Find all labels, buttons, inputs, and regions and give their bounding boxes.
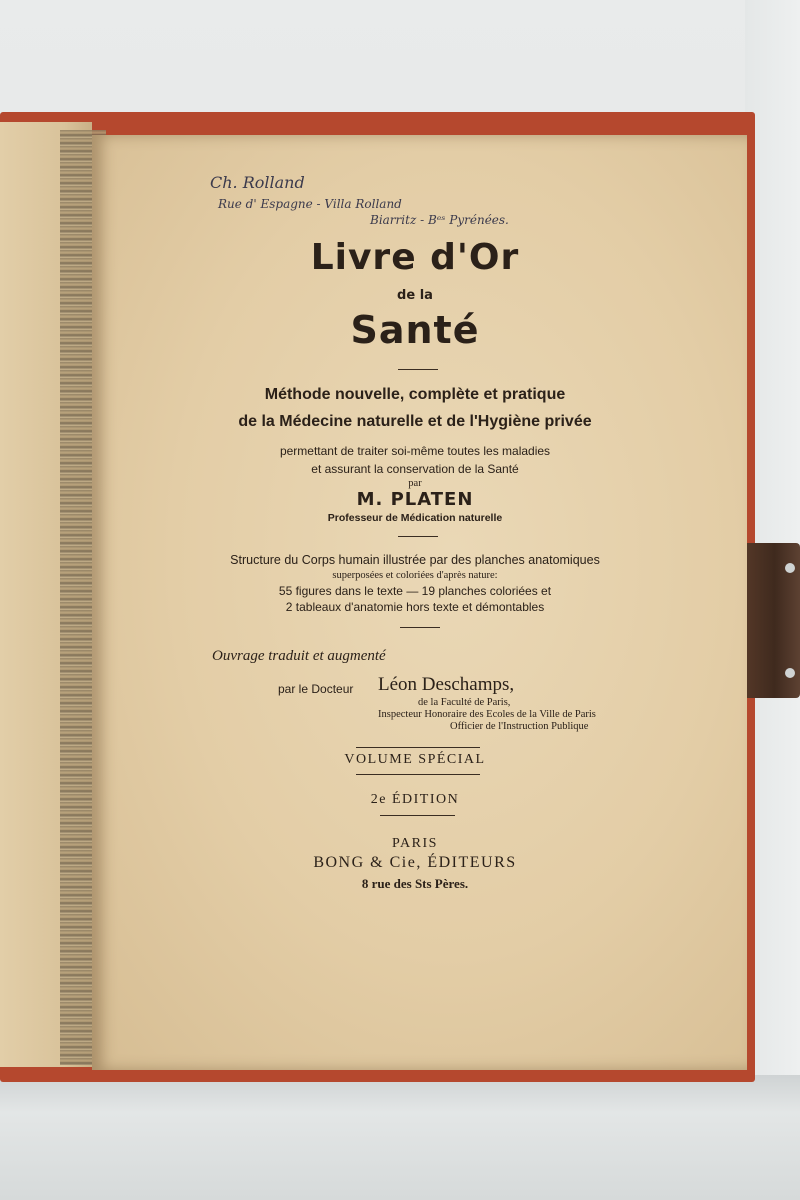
purpose-line1: permettant de traiter soi-même toutes les maladies	[279, 444, 551, 458]
translator-credit2: Inspecteur Honoraire des Ecoles de la Ville de Paris	[378, 709, 596, 720]
author-name: M. PLATEN	[356, 489, 474, 510]
inscription-name: Ch. Rolland	[210, 173, 305, 192]
table-surface	[0, 1075, 800, 1200]
clasp-hole	[785, 668, 795, 678]
translator-credit1: de la Faculté de Paris,	[418, 697, 511, 708]
clasp-hole	[785, 563, 795, 573]
contents-line4: 2 tableaux d'anatomie hors texte et démontables	[285, 600, 545, 614]
publisher-address: 8 rue des Sts Pères.	[361, 876, 469, 891]
translator-intro: Ouvrage traduit et augmenté	[212, 648, 386, 664]
translator-by: par le Docteur	[278, 682, 354, 696]
title-line1: Livre d'Or	[310, 237, 520, 278]
divider	[380, 815, 455, 816]
translator-name: Léon Deschamps,	[378, 674, 515, 695]
purpose-by: par	[408, 478, 422, 489]
publisher-city: PARIS	[392, 836, 438, 851]
volume-label: VOLUME SPÉCIAL	[344, 752, 486, 767]
divider	[400, 627, 440, 628]
inscription-address: Rue d' Espagne - Villa Rolland	[218, 197, 402, 211]
author-role: Professeur de Médication naturelle	[327, 512, 503, 524]
subtitle-line1: Méthode nouvelle, complète et pratique	[264, 386, 566, 403]
divider	[356, 747, 480, 748]
publisher-name: BONG & Cie, ÉDITEURS	[313, 854, 517, 871]
contents-line3: 55 figures dans le texte — 19 planches coloriées et	[278, 584, 552, 598]
divider	[356, 774, 480, 775]
divider	[398, 369, 438, 370]
translator-credit3: Officier de l'Instruction Publique	[450, 721, 589, 732]
title-line2: Santé	[350, 308, 480, 352]
contents-line1: Structure du Corps humain illustrée par des planches anatomiques	[230, 553, 600, 567]
inscription-city: Biarritz - Bᵉˢ Pyrénées.	[370, 213, 509, 227]
edition-number: 2e ÉDITION	[370, 792, 460, 807]
title-connector: de la	[397, 288, 433, 303]
divider	[398, 536, 438, 537]
contents-line2: superposées et coloriées d'après nature:	[332, 570, 498, 581]
purpose-line2: et assurant la conservation de la Santé	[311, 462, 519, 476]
subtitle-line2: de la Médecine naturelle et de l'Hygiène privée	[238, 413, 592, 430]
